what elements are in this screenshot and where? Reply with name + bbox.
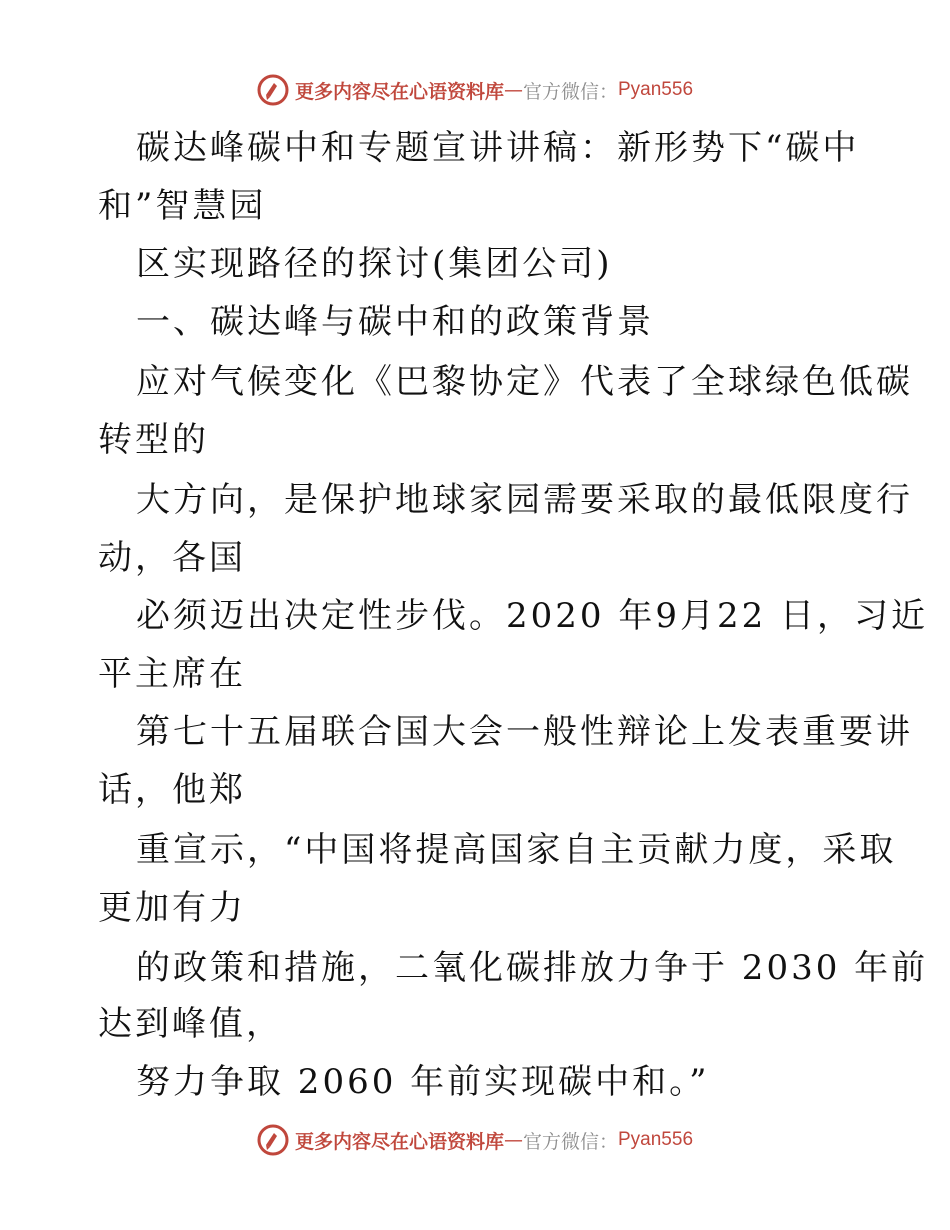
banner-main-text: 更多内容尽在心语资料库 — [294, 80, 504, 103]
paragraph-line: 应对气候变化《巴黎协定》代表了全球绿色低碳 — [136, 362, 913, 402]
paragraph-line: 大方向，是保护地球家园需要采取的最低限度行 — [136, 480, 913, 520]
logo-icon — [257, 74, 289, 106]
paragraph-line: 的政策和措施，二氧化碳排放力争于 2030 年前 — [136, 948, 929, 988]
paragraph-line: 努力争取 2060 年前实现碳中和。” — [136, 1062, 710, 1102]
title-line-1: 碳达峰碳中和专题宣讲讲稿：新形势下“碳中 — [136, 128, 860, 168]
section-heading: 一、碳达峰与碳中和的政策背景 — [136, 302, 654, 342]
title-line-3: 区实现路径的探讨(集团公司) — [136, 244, 613, 284]
banner-dash: — — [503, 79, 523, 101]
banner-wechat-id: Pyan556 — [618, 1129, 694, 1150]
paragraph-line: 平主席在 — [98, 654, 246, 694]
paragraph-line: 重宣示，“中国将提高国家自主贡献力度，采取 — [136, 830, 897, 870]
banner-dash: — — [503, 1129, 523, 1151]
paragraph-line: 转型的 — [98, 420, 209, 460]
paragraph-line: 动，各国 — [98, 538, 246, 578]
banner-official-label: 官方微信： — [522, 1130, 618, 1153]
logo-icon — [257, 1124, 289, 1156]
banner-official-label: 官方微信： — [522, 80, 618, 103]
paragraph-line: 第七十五届联合国大会一般性辩论上发表重要讲 — [136, 712, 913, 752]
title-line-2: 和”智慧园 — [98, 186, 267, 226]
paragraph-line: 话，他郑 — [98, 770, 246, 810]
banner-wechat-id: Pyan556 — [618, 79, 694, 100]
paragraph-line: 更加有力 — [98, 888, 246, 928]
header-watermark-banner — [0, 70, 950, 110]
paragraph-line: 必须迈出决定性步伐。2020 年9月22 日，习近 — [136, 596, 929, 636]
banner-main-text: 更多内容尽在心语资料库 — [294, 1130, 504, 1153]
paragraph-line: 达到峰值， — [98, 1004, 283, 1044]
footer-watermark-banner — [0, 1120, 950, 1160]
